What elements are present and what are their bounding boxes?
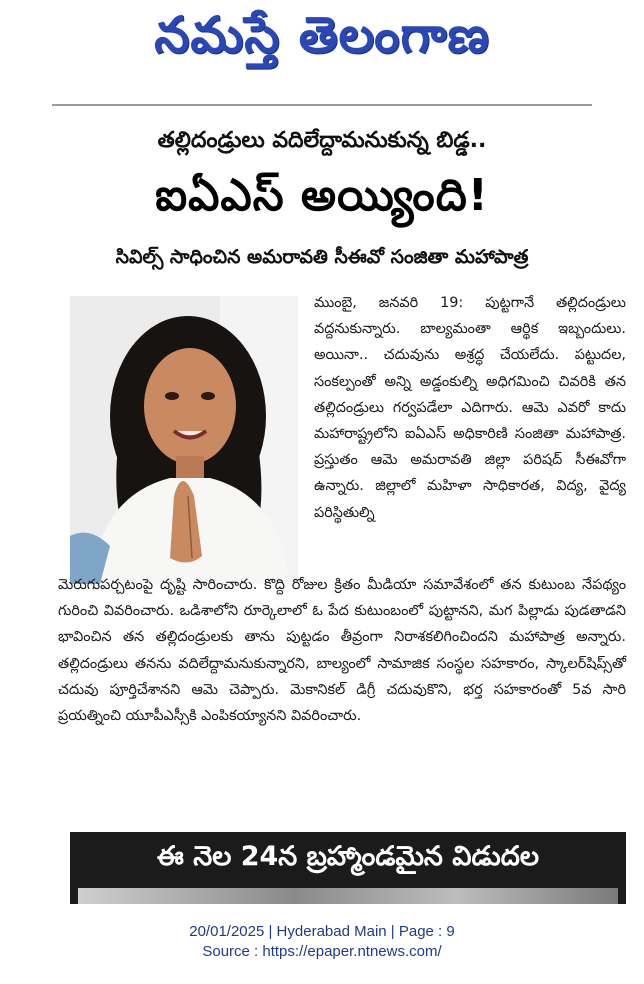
article-photo (70, 296, 298, 584)
page-footer (0, 922, 644, 962)
article-headline: ఐఏఎస్ అయ్యింది! (155, 170, 489, 221)
promo-banner-text: ఈ నెల 24న బ్రహ్మాండమైన విడుదల (157, 841, 539, 872)
source-link[interactable]: Source : https://epaper.ntnews.com/ (202, 943, 442, 960)
promo-banner (70, 832, 626, 904)
article-kicker: తల్లిదండ్రులు వదిలేద్దామనుకున్న బిడ్డ.. (157, 128, 487, 153)
edition-info: 20/01/2025 | Hyderabad Main | Page : 9 (189, 923, 455, 940)
promo-banner-image-strip (78, 888, 618, 904)
article-subhead: సివిల్స్ సాధించిన అమరావతి సీఈవో సంజితా మహాపాత్ర (115, 246, 529, 268)
masthead-divider (52, 104, 592, 106)
article-body-continued: మెరుగుపర్చటంపై దృష్టి సారించారు. కొద్ది రోజుల క్రితం మీడియా సమావేశంలో తన కుటుంబ నేపథ్యం గురించి వివరించారు. ఒడిశాలోని రూర్కెలాలో ఓ పేద కుటుంబంలో పుట్టానని, మగ పిల్లాడు పుడతాడని భావించిన తన తల్లిదండ్రులకు తాను పుట్టడం తీవ్రంగా నిరాశకలిగించిందని మహాపాత్ర అన్నారు. తల్లిదండ్రులు తనను వదిలేద్దామనుకున్నారని, బాల్యంలో సామాజిక సంస్థల సహకారం, స్కాలర్‌షిప్స్‌తో చదువు పూర్తిచేశానని ఆమె చెప్పారు. మెకానికల్ డిగ్రీ చదువుకొని, భర్త సహకారంతో 5వ సారి ప్రయత్నించి యూపీఎస్సీకి ఎంపికయ్యానని వివరించారు. (58, 577, 626, 725)
newspaper-masthead (0, 0, 644, 80)
masthead-title: నమస్తే తెలంగాణ (154, 6, 490, 64)
article-body-wrapped: ముంబై, జనవరి 19: పుట్టగానే తల్లిదండ్రులు వద్దనుకున్నారు. బాల్యమంతా ఆర్థిక ఇబ్బందులు. అయినా.. చదువును అశ్రద్ధ చేయలేదు. పట్టుదల, సంకల్పంతో అన్ని అడ్డంకుల్ని అధిగమించి చివరికి తన తల్లిదండ్రులు గర్వపడేలా ఎదిగారు. ఆమె ఎవరో కాదు మహారాష్ట్రలోని ఐఏఎస్ అధికారిణి సంజితా మహాపాత్ర. ప్రస్తుతం ఆమె అమరావతి జిల్లా పరిషద్ సీఈవోగా ఉన్నారు. జిల్లాలో మహిళా సాధికారత, విద్య, వైద్య పరిస్థితుల్ని (314, 295, 626, 521)
